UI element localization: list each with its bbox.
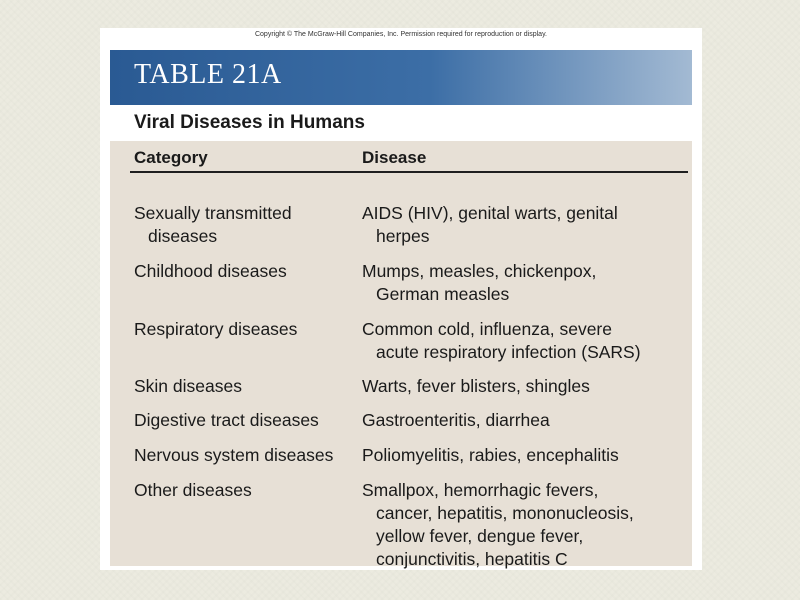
disease-text: Warts, fever blisters, shingles <box>362 376 590 396</box>
disease-text: acute respiratory infection (SARS) <box>376 342 641 362</box>
disease-cell <box>362 479 688 571</box>
slide <box>100 28 702 570</box>
category-text: Skin diseases <box>134 376 242 396</box>
table-title-band <box>110 105 692 141</box>
disease-text: Smallpox, hemorrhagic fevers, <box>362 480 599 500</box>
disease-text: conjunctivitis, hepatitis C <box>376 549 568 569</box>
disease-text: AIDS (HIV), genital warts, genital <box>362 203 618 223</box>
category-cell <box>134 444 358 467</box>
table-card <box>110 50 692 569</box>
disease-text: Mumps, measles, chickenpox, <box>362 261 597 281</box>
header-rule <box>130 171 688 173</box>
disease-cell <box>362 260 688 306</box>
disease-cell <box>362 202 688 248</box>
category-cell <box>134 202 358 248</box>
category-text: Sexually transmitted <box>134 203 292 223</box>
disease-text: cancer, hepatitis, mononucleosis, <box>376 503 634 523</box>
disease-text: Poliomyelitis, rabies, encephalitis <box>362 445 619 465</box>
category-cell <box>134 318 358 341</box>
disease-cell <box>362 444 688 467</box>
column-header-disease: Disease <box>362 148 427 167</box>
category-text: Other diseases <box>134 480 252 500</box>
disease-cell <box>362 409 688 432</box>
category-cell <box>134 375 358 398</box>
category-text: Respiratory diseases <box>134 319 298 339</box>
category-cell <box>134 479 358 502</box>
disease-text: yellow fever, dengue fever, <box>376 526 584 546</box>
disease-text: German measles <box>376 284 510 304</box>
category-text: Childhood diseases <box>134 261 287 281</box>
table-header-band <box>110 50 692 105</box>
disease-text: Common cold, influenza, severe <box>362 319 612 339</box>
disease-cell <box>362 375 688 398</box>
disease-cell <box>362 318 688 364</box>
copyright-notice: Copyright © The McGraw-Hill Companies, Inc. Permission required for reproduction or display. <box>254 31 547 38</box>
category-cell <box>134 260 358 283</box>
disease-text: Gastroenteritis, diarrhea <box>362 410 550 430</box>
disease-text: herpes <box>376 226 430 246</box>
category-text: Digestive tract diseases <box>134 410 319 430</box>
category-cell <box>134 409 358 432</box>
column-header-category: Category <box>134 148 208 167</box>
category-text: diseases <box>148 226 218 246</box>
table-label: TABLE 21A <box>134 59 282 90</box>
table-title: Viral Diseases in Humans <box>134 112 365 133</box>
category-text: Nervous system diseases <box>134 445 334 465</box>
